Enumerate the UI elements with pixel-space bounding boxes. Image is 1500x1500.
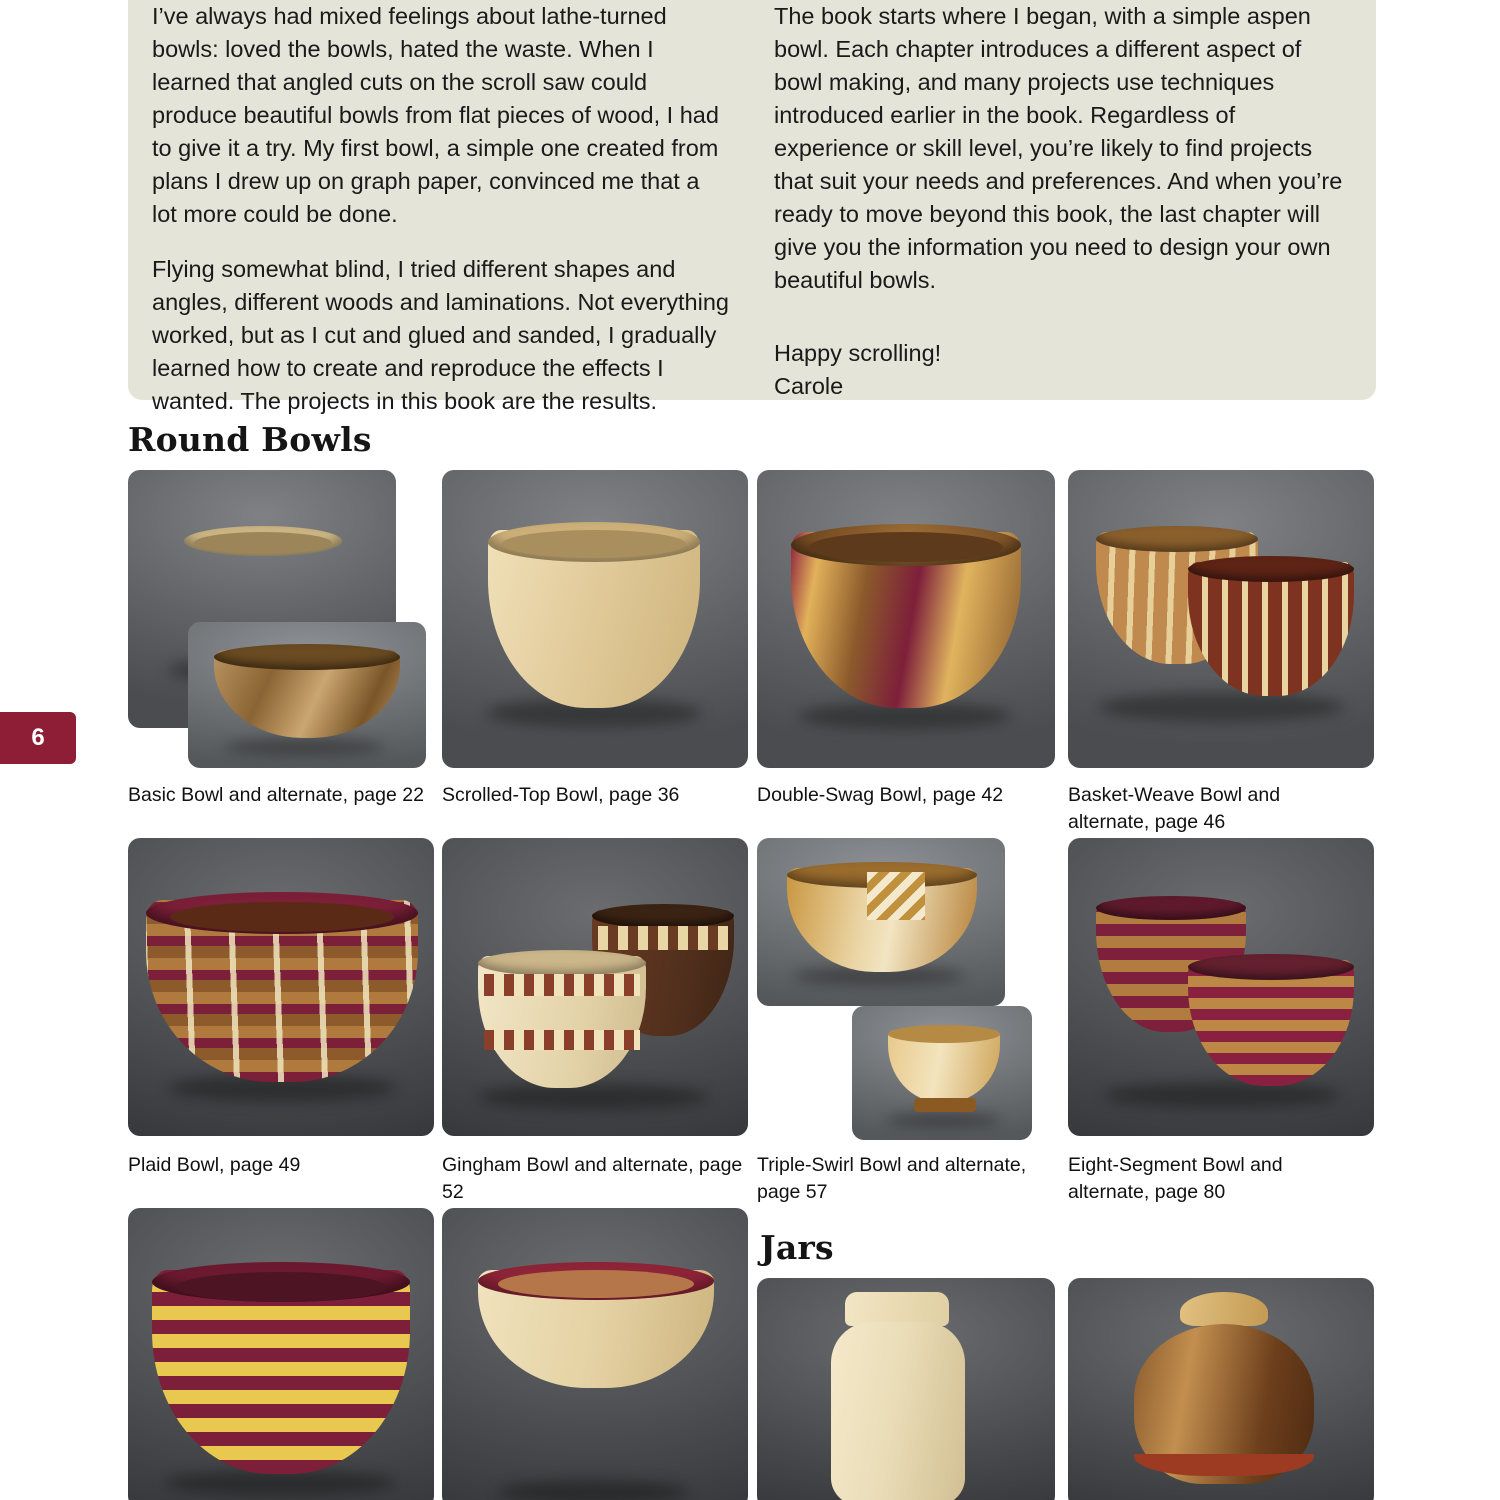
caption-basket-weave-bowls: Basket-Weave Bowl and alternate, page 46 xyxy=(1068,784,1281,833)
photo-footed-bowl xyxy=(442,1208,748,1500)
photo-triple-swirl-bowl-alternate xyxy=(852,1006,1032,1140)
intro-panel xyxy=(128,0,1376,414)
intro-paragraph: Flying somewhat blind, I tried different shapes and angles, different woods and laminations. Not everything worked, but as I cut and glued and sanded, I gradually learned how to create and reproduce the effects I wanted. The projects in this book are the results. xyxy=(152,256,729,414)
caption-gingham-bowls: Gingham Bowl and alternate, page 52 xyxy=(442,1154,743,1203)
section-heading-round-bowls: Round Bowls xyxy=(128,420,372,459)
photo-triple-swirl-bowl xyxy=(757,838,1005,1006)
signoff-line: Happy scrolling! xyxy=(774,340,942,366)
page-number: 6 xyxy=(31,724,45,751)
intro-paragraph: I’ve always had mixed feelings about lathe-turned bowls: loved the bowls, hated the waste. When I learned that angled cuts on the scroll saw could produce beautiful bowls from flat pieces of wood, I had to give it a try. My first bowl, a simple one created from plans I drew up on graph paper, convinced me that a lot more could be done. xyxy=(152,3,719,227)
caption-scrolled-top-bowl: Scrolled-Top Bowl, page 36 xyxy=(442,784,680,806)
caption-plaid-bowl: Plaid Bowl, page 49 xyxy=(128,1154,301,1176)
photo-eight-segment-bowls xyxy=(1068,838,1374,1136)
intro-right-column xyxy=(774,0,1352,418)
photo-round-jar xyxy=(1068,1278,1374,1500)
photo-zigzag-bowl xyxy=(128,1208,434,1500)
photo-double-swag-bowl xyxy=(757,470,1055,768)
photo-scrolled-top-bowl xyxy=(442,470,748,768)
intro-columns xyxy=(152,0,1352,418)
caption-eight-segment-bowls: Eight-Segment Bowl and alternate, page 80 xyxy=(1068,1154,1283,1203)
photo-gingham-bowls xyxy=(442,838,748,1136)
photo-basket-weave-bowls xyxy=(1068,470,1374,768)
caption-basic-bowl: Basic Bowl and alternate, page 22 xyxy=(128,784,424,806)
caption-triple-swirl-bowls: Triple-Swirl Bowl and alternate, page 57 xyxy=(757,1154,1027,1203)
caption-double-swag-bowl: Double-Swag Bowl, page 42 xyxy=(757,784,1004,806)
page-number-tab xyxy=(0,712,76,764)
photo-basic-bowl-alternate xyxy=(188,622,426,768)
photo-plaid-bowl xyxy=(128,838,434,1136)
intro-paragraph: The book starts where I began, with a simple aspen bowl. Each chapter introduces a different aspect of bowl making, and many projects use techniques introduced earlier in the book. Regardless of experience or skill level, you’re likely to find projects that suit your needs and preferences. And when you’re ready to move beyond this book, the last chapter will give you the information you need to design your own beautiful bowls. xyxy=(774,3,1343,293)
photo-tall-jar xyxy=(757,1278,1055,1500)
section-heading-jars: Jars xyxy=(760,1228,834,1267)
intro-left-column xyxy=(152,0,730,418)
signoff-author: Carole xyxy=(774,373,844,399)
